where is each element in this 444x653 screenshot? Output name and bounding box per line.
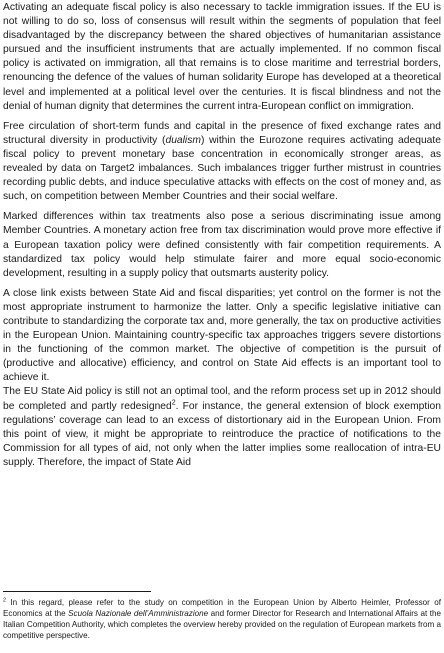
footnote-separator xyxy=(3,591,151,592)
paragraph-capital-circulation xyxy=(3,120,441,205)
paragraph-text: . For instance, the general extension of block exemption regulations’ coverage can lead to an excess of distortionary aid in the European Union. From this point of view, it might be appropriate to reintroduce the practice of notifications to the Commission for all types of aid, not only when the latter implies some reallocation of intra-EU supply. Therefore, the impact of State Aid xyxy=(3,400,441,468)
paragraph-state-aid-policy xyxy=(3,385,441,470)
emphasis-dualism: dualism xyxy=(165,134,201,146)
footnote-marker: 2 xyxy=(3,597,7,604)
footnote-text: In this regard, please refer to the study on competition in the European Union by Alberto Heimler, Professor of Economics at the xyxy=(3,598,441,618)
footnote-text: and former Director for Research and International Affairs at the Italian Competition Authority, which completes the overview hereby provided on the regulation of European markets from a competitive perspective. xyxy=(3,608,441,640)
paragraph-text: Free circulation of short-term funds and capital in the presence of fixed exchange rates and structural diversity in productivity ( xyxy=(3,120,441,146)
footnote-emphasis: Scuola Nazionale dell’Amministrazione xyxy=(68,608,209,618)
paragraph-immigration-fiscal-policy: Activating an adequate fiscal policy is also necessary to tackle immigration issues. If the EU is not willing to do so, loss of consensus will result within the segments of population that feel disadvantaged by the discrepancy between the shared objectives of humanitarian assistance pursued and the insufficient instruments that are actually implemented. If no common fiscal policy is activated on immigration, all that remains is to close maritime and terrestrial borders, renouncing the defence of the values of human solidarity Europe has developed at a theoretical level and implemented at a political level over the centuries. It is fiscal blindness and not the denial of human dignity that determines the current intra-European conflict on immigration. xyxy=(3,2,441,112)
paragraph-text: ) within the Eurozone requires activating adequate fiscal policy to prevent monetary base concentration in economically stronger areas, as revealed by data on Target2 imbalances. Such imbalances trigger further mistrust in countries recording public debts, and induce speculative attacks with effects on the cost of money and, as such, on competition between Member Countries and their social welfare. xyxy=(3,134,441,203)
paragraph-text: The EU State Aid policy is still not an optimal tool, and the reform process set up in 2012 should be completed and partly redesigned xyxy=(3,386,441,412)
footnote xyxy=(3,598,441,642)
paragraph-tax-treatments: Marked differences within tax treatments also pose a serious discriminating issue among Member Countries. A monetary action free from tax discrimination would prove more effective if a European taxation policy were defined consistently with fair competition requirements. A standardized tax policy would help stimulate fairer and more equal socio-economic development, resulting in a supply policy that outsmarts austerity policy. xyxy=(3,211,441,279)
footnote-reference[interactable]: 2 xyxy=(171,399,176,407)
paragraph-state-aid-fiscal-disparities: A close link exists between State Aid and fiscal disparities; yet control on the former is not the most appropriate instrument to harmonize the latter. Only a specific legislative initiative can contribute to standardizing the corporate tax and, more generally, the tax on productive activities in the European Union. Maintaining country-specific tax approaches triggers severe distortions in the functioning of the common market. The objective of competition is the pursuit of (productive and allocative) efficiency, and control on State Aid effects is an important tool to achieve it. xyxy=(3,287,441,384)
